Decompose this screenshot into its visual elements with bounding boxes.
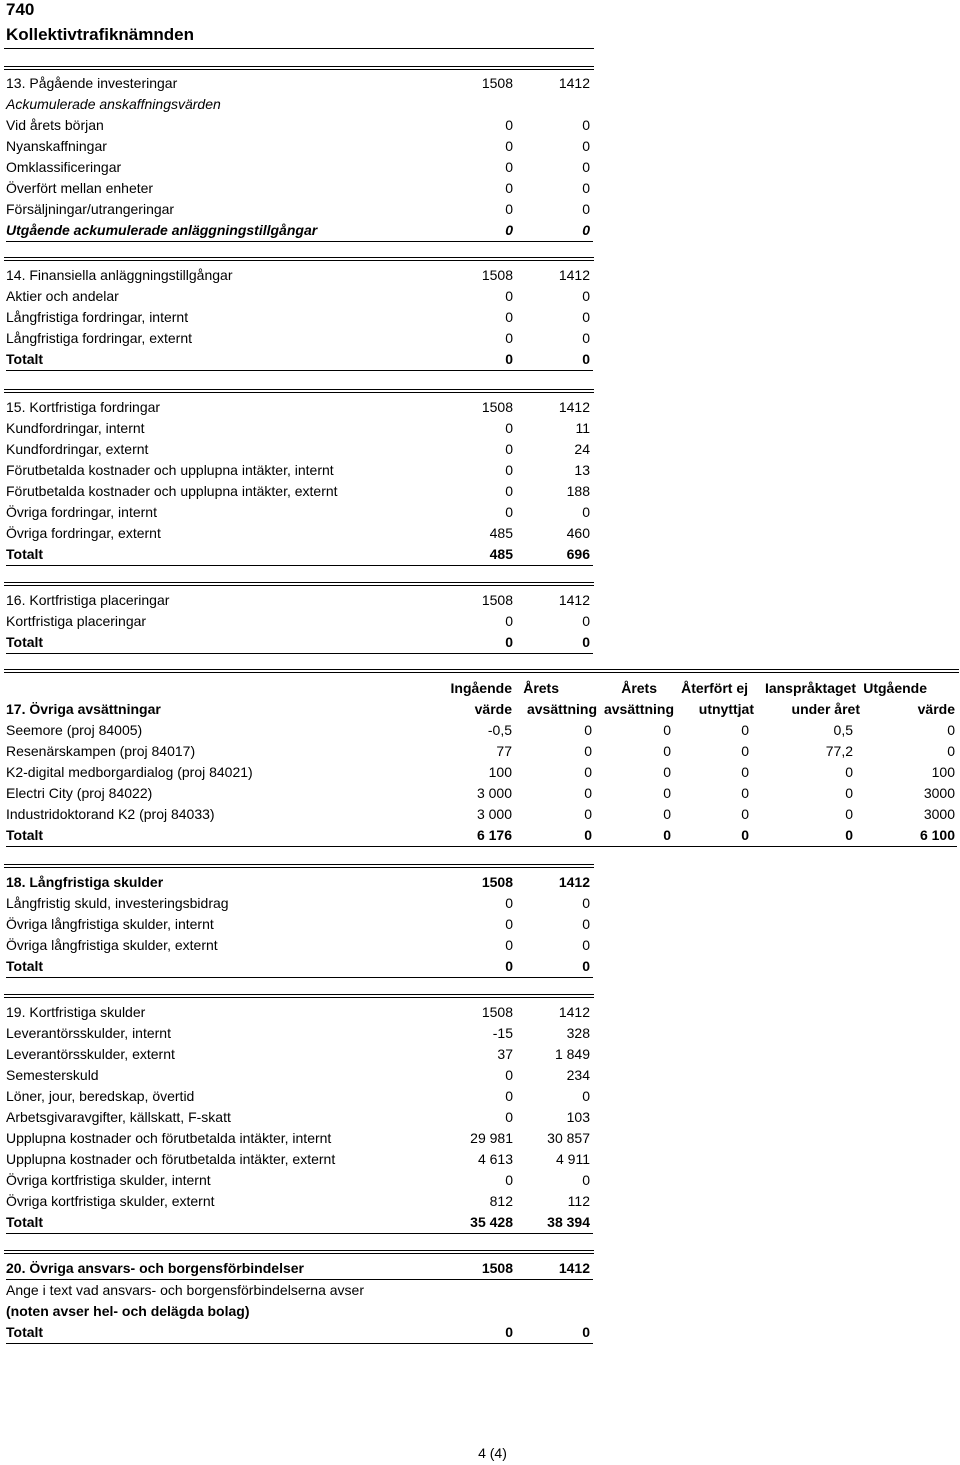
total-value-1: 0 <box>505 958 513 974</box>
row-value-2: 112 <box>567 1193 590 1209</box>
row-label: Övriga fordringar, internt <box>6 504 157 520</box>
cell: 77,2 <box>825 743 853 759</box>
row-label: Övriga kortfristiga skulder, internt <box>6 1172 211 1188</box>
section-header <box>6 1258 593 1280</box>
col-header-1: 1508 <box>481 75 513 91</box>
section-header <box>6 73 593 94</box>
row-value-2: 24 <box>574 441 590 457</box>
total-cell: 0 <box>584 827 592 843</box>
row-value-2: 0 <box>582 117 590 133</box>
row-value-2: 103 <box>566 1109 590 1125</box>
note-text <box>6 1280 593 1301</box>
total-cell: 0 <box>845 827 853 843</box>
col-head-2: Årets <box>523 680 559 696</box>
col-header-1: 1508 <box>481 267 513 283</box>
row-label: Leverantörsskulder, externt <box>6 1046 175 1062</box>
row-label: Övriga långfristiga skulder, internt <box>6 916 214 932</box>
row-value-2: 0 <box>582 330 590 346</box>
row-value-1: 0 <box>505 1067 513 1083</box>
total-label: Totalt <box>6 827 44 843</box>
note-20 <box>6 1258 593 1344</box>
cell: 3000 <box>923 806 955 822</box>
row-label: Arbetsgivaravgifter, källskatt, F-skatt <box>6 1109 231 1125</box>
note-text <box>6 1301 593 1322</box>
col-header-2: 1412 <box>558 75 590 91</box>
col-header-2: 1412 <box>558 1004 590 1020</box>
cell: 0 <box>663 764 671 780</box>
cell: 77 <box>496 743 512 759</box>
section-subtitle <box>6 94 593 115</box>
row-value-2: 0 <box>582 613 590 629</box>
table-row <box>6 1107 593 1128</box>
note-16 <box>6 590 593 654</box>
row-label: Överfört mellan enheter <box>6 180 154 196</box>
row-value-1: 812 <box>489 1193 513 1209</box>
total-label: Totalt <box>6 546 44 562</box>
table-row <box>6 1065 593 1086</box>
row-value-1: 0 <box>505 330 513 346</box>
total-value-1: 0 <box>505 634 513 650</box>
col-head-6: Utgående <box>863 680 927 696</box>
col-head-3: Årets <box>621 680 657 696</box>
row-value-2: 13 <box>574 462 590 478</box>
col-header-1: 1508 <box>481 1004 513 1020</box>
table-row <box>6 1086 593 1107</box>
row-label: Industridoktorand K2 (proj 84033) <box>6 806 215 822</box>
cell: 0 <box>584 722 592 738</box>
col-head-1b: värde <box>474 701 512 717</box>
row-label: Kundfordringar, internt <box>6 420 145 436</box>
table-row <box>6 804 957 825</box>
cell: 0 <box>584 785 592 801</box>
row-value-1: 0 <box>505 420 513 436</box>
cell: 0 <box>845 806 853 822</box>
row-value-1: 0 <box>505 309 513 325</box>
total-cell: 6 100 <box>919 827 955 843</box>
cell: 0 <box>947 722 955 738</box>
cell: 0 <box>741 722 749 738</box>
section-rule <box>4 994 594 998</box>
row-value-2: 0 <box>582 895 590 911</box>
col-head-5: Ianspråktaget <box>764 680 856 696</box>
total-value-1: 0 <box>505 1324 513 1340</box>
total-row <box>6 220 593 242</box>
total-value-1: 0 <box>505 351 513 367</box>
table-row <box>6 893 593 914</box>
row-value-1: 4 613 <box>477 1151 513 1167</box>
total-value-2: 0 <box>582 1324 590 1340</box>
table-row <box>6 935 593 956</box>
row-label: Långfristig skuld, investeringsbidrag <box>6 895 229 911</box>
page-title: Kollektivtrafiknämnden <box>6 25 194 44</box>
note-line-2: (noten avser hel- och delägda bolag) <box>6 1303 250 1319</box>
row-label: Resenärskampen (proj 84017) <box>6 743 196 759</box>
total-value-2: 0 <box>582 958 590 974</box>
col-header-2: 1412 <box>558 399 590 415</box>
page-number: 740 <box>6 0 35 19</box>
row-value-2: 0 <box>582 1088 590 1104</box>
cell: 100 <box>488 764 512 780</box>
row-value-2: 0 <box>582 180 590 196</box>
note-line-1: Ange i text vad ansvars- och borgensförbindelserna avser <box>6 1282 364 1298</box>
cell: 0 <box>741 806 749 822</box>
page-footer: 4 (4) <box>478 1445 507 1461</box>
row-value-2: 0 <box>582 1172 590 1188</box>
row-value-1: 0 <box>505 1109 513 1125</box>
cell: 0 <box>663 785 671 801</box>
row-value-1: -15 <box>492 1025 513 1041</box>
table-row <box>6 178 593 199</box>
section-header <box>6 590 593 611</box>
section-title: 13. Pågående investeringar <box>6 75 178 91</box>
col-head-5b: under året <box>791 701 860 717</box>
subtitle-label: Ackumulerade anskaffningsvärden <box>6 96 221 112</box>
table-row <box>6 328 593 349</box>
row-value-2: 0 <box>582 916 590 932</box>
cell: 100 <box>931 764 955 780</box>
row-value-2: 30 857 <box>547 1130 590 1146</box>
table-row <box>6 762 957 783</box>
total-value-2: 0 <box>582 634 590 650</box>
row-label: Vid årets början <box>6 117 104 133</box>
row-value-1: 0 <box>505 613 513 629</box>
table-row <box>6 199 593 220</box>
row-label: Övriga långfristiga skulder, externt <box>6 937 218 953</box>
row-value-2: 0 <box>582 504 590 520</box>
total-cell: 0 <box>741 827 749 843</box>
total-value-1: 0 <box>505 222 513 238</box>
row-value-1: 0 <box>505 138 513 154</box>
note-14 <box>6 265 593 371</box>
row-label: Electri City (proj 84022) <box>6 785 153 801</box>
row-value-1: 0 <box>505 895 513 911</box>
table-row <box>6 720 957 741</box>
section-rule <box>4 1250 594 1254</box>
table-row <box>6 611 593 632</box>
row-value-1: 0 <box>505 1088 513 1104</box>
cell: 0 <box>845 764 853 780</box>
row-label: Semesterskuld <box>6 1067 99 1083</box>
row-value-1: 37 <box>497 1046 513 1062</box>
total-row <box>6 632 593 654</box>
col-header-1: 1508 <box>481 592 513 608</box>
cell: 3 000 <box>476 806 512 822</box>
row-label: Nyanskaffningar <box>6 138 107 154</box>
total-row <box>6 349 593 371</box>
section-rule <box>4 257 594 261</box>
total-label: Totalt <box>6 351 44 367</box>
row-value-2: 1 849 <box>554 1046 590 1062</box>
table-row <box>6 1149 593 1170</box>
table-row <box>6 481 593 502</box>
cell: 3000 <box>923 785 955 801</box>
row-value-2: 0 <box>582 201 590 217</box>
section-rule <box>4 582 594 586</box>
table-row <box>6 439 593 460</box>
cell: 0 <box>584 806 592 822</box>
row-label: Försäljningar/utrangeringar <box>6 201 175 217</box>
section-rule <box>4 669 959 673</box>
table-row <box>6 1128 593 1149</box>
cell: 0 <box>663 806 671 822</box>
col-head-4: Återfört ej <box>681 680 748 696</box>
section-header <box>6 265 593 286</box>
row-label: Kortfristiga placeringar <box>6 613 147 629</box>
total-label: Totalt <box>6 1324 44 1340</box>
total-value-2: 696 <box>566 546 590 562</box>
row-value-1: 0 <box>505 937 513 953</box>
table-row <box>6 783 957 804</box>
note-15 <box>6 397 593 566</box>
col-header-2: 1412 <box>558 874 590 890</box>
col-head-6b: värde <box>917 701 955 717</box>
total-label: Totalt <box>6 634 44 650</box>
section-header <box>6 872 593 893</box>
row-label: Förutbetalda kostnader och upplupna intäkter, internt <box>6 462 334 478</box>
row-value-2: 328 <box>566 1025 590 1041</box>
row-label: Seemore (proj 84005) <box>6 722 143 738</box>
total-label: Utgående ackumulerade anläggningstillgångar <box>6 222 318 238</box>
row-label: Kundfordringar, externt <box>6 441 149 457</box>
total-value-1: 485 <box>489 546 513 562</box>
row-value-1: 0 <box>505 504 513 520</box>
total-cell: 0 <box>663 827 671 843</box>
cell: 0 <box>663 743 671 759</box>
total-row <box>6 1322 593 1344</box>
total-row <box>6 1212 593 1234</box>
cell: 0 <box>741 764 749 780</box>
section-rule <box>4 864 594 868</box>
table-row <box>6 418 593 439</box>
total-cell: 6 176 <box>476 827 512 843</box>
col-header-2: 1412 <box>558 1260 590 1276</box>
note-17 <box>6 678 957 847</box>
note-13 <box>6 73 593 242</box>
row-label: Upplupna kostnader och förutbetalda intäkter, internt <box>6 1130 332 1146</box>
section-title: 18. Långfristiga skulder <box>6 874 164 890</box>
row-value-1: 29 981 <box>470 1130 513 1146</box>
row-label: Övriga kortfristiga skulder, externt <box>6 1193 215 1209</box>
row-value-1: 0 <box>505 117 513 133</box>
table-row <box>6 115 593 136</box>
table-row <box>6 1023 593 1044</box>
section-title: 16. Kortfristiga placeringar <box>6 592 170 608</box>
row-label: Löner, jour, beredskap, övertid <box>6 1088 195 1104</box>
row-value-1: 0 <box>505 462 513 478</box>
row-value-1: 0 <box>505 916 513 932</box>
row-label: Omklassificeringar <box>6 159 122 175</box>
total-value-2: 0 <box>582 351 590 367</box>
column-header-row <box>6 678 957 699</box>
row-label: K2-digital medborgardialog (proj 84021) <box>6 764 253 780</box>
row-value-2: 0 <box>582 288 590 304</box>
col-head-4b: utnyttjat <box>698 701 754 717</box>
row-value-2: 4 911 <box>556 1151 590 1167</box>
row-value-1: 0 <box>505 288 513 304</box>
note-18 <box>6 872 593 978</box>
cell: -0,5 <box>487 722 512 738</box>
row-label: Upplupna kostnader och förutbetalda intäkter, externt <box>6 1151 336 1167</box>
cell: 0 <box>663 722 671 738</box>
col-header-1: 1508 <box>481 874 513 890</box>
table-row <box>6 1044 593 1065</box>
row-value-2: 11 <box>575 420 590 436</box>
table-row <box>6 307 593 328</box>
col-header-2: 1412 <box>558 592 590 608</box>
table-row <box>6 1170 593 1191</box>
col-header-1: 1508 <box>481 399 513 415</box>
row-value-2: 460 <box>566 525 590 541</box>
row-label: Förutbetalda kostnader och upplupna intäkter, externt <box>6 483 338 499</box>
note-19 <box>6 1002 593 1234</box>
row-value-1: 0 <box>505 159 513 175</box>
row-label: Aktier och andelar <box>6 288 119 304</box>
header-rule <box>4 48 594 49</box>
row-label: Leverantörsskulder, internt <box>6 1025 171 1041</box>
row-value-1: 0 <box>505 201 513 217</box>
cell: 0 <box>584 764 592 780</box>
total-value-1: 35 428 <box>470 1214 513 1230</box>
section-header <box>6 1002 593 1023</box>
cell: 0 <box>845 785 853 801</box>
total-value-2: 0 <box>582 222 590 238</box>
section-title: 17. Övriga avsättningar <box>6 701 161 717</box>
row-value-1: 0 <box>505 1172 513 1188</box>
row-value-1: 0 <box>505 180 513 196</box>
section-title: 14. Finansiella anläggningstillgångar <box>6 267 233 283</box>
section-rule <box>4 66 594 70</box>
table-row <box>6 286 593 307</box>
cell: 0,5 <box>833 722 853 738</box>
col-head-1: Ingående <box>450 680 512 696</box>
cell: 0 <box>584 743 592 759</box>
section-title: 19. Kortfristiga skulder <box>6 1004 146 1020</box>
total-row <box>6 956 593 978</box>
col-head-3b: avsättning <box>603 701 674 717</box>
row-value-1: 0 <box>505 441 513 457</box>
table-row <box>6 136 593 157</box>
total-label: Totalt <box>6 958 44 974</box>
cell: 0 <box>947 743 955 759</box>
row-label: Långfristiga fordringar, internt <box>6 309 189 325</box>
row-value-2: 0 <box>582 309 590 325</box>
col-header-1: 1508 <box>481 1260 513 1276</box>
row-label: Långfristiga fordringar, externt <box>6 330 192 346</box>
section-title: 20. Övriga ansvars- och borgensförbindelser <box>6 1260 304 1276</box>
section-title: 15. Kortfristiga fordringar <box>6 399 161 415</box>
row-label: Övriga fordringar, externt <box>6 525 161 541</box>
table-row <box>6 741 957 762</box>
total-row <box>6 825 957 847</box>
total-row <box>6 544 593 566</box>
row-value-1: 0 <box>505 483 513 499</box>
row-value-2: 188 <box>566 483 590 499</box>
row-value-1: 485 <box>489 525 513 541</box>
section-header <box>6 397 593 418</box>
cell: 3 000 <box>476 785 512 801</box>
table-row <box>6 523 593 544</box>
col-head-2b: avsättning <box>526 701 597 717</box>
total-label: Totalt <box>6 1214 44 1230</box>
section-header <box>6 699 957 720</box>
cell: 0 <box>741 743 749 759</box>
col-header-2: 1412 <box>558 267 590 283</box>
table-row <box>6 1191 593 1212</box>
row-value-2: 234 <box>566 1067 590 1083</box>
table-row <box>6 502 593 523</box>
cell: 0 <box>741 785 749 801</box>
table-row <box>6 460 593 481</box>
total-value-2: 38 394 <box>547 1214 590 1230</box>
row-value-2: 0 <box>582 159 590 175</box>
row-value-2: 0 <box>582 937 590 953</box>
row-value-2: 0 <box>582 138 590 154</box>
table-row <box>6 157 593 178</box>
section-rule <box>4 389 594 393</box>
table-row <box>6 914 593 935</box>
